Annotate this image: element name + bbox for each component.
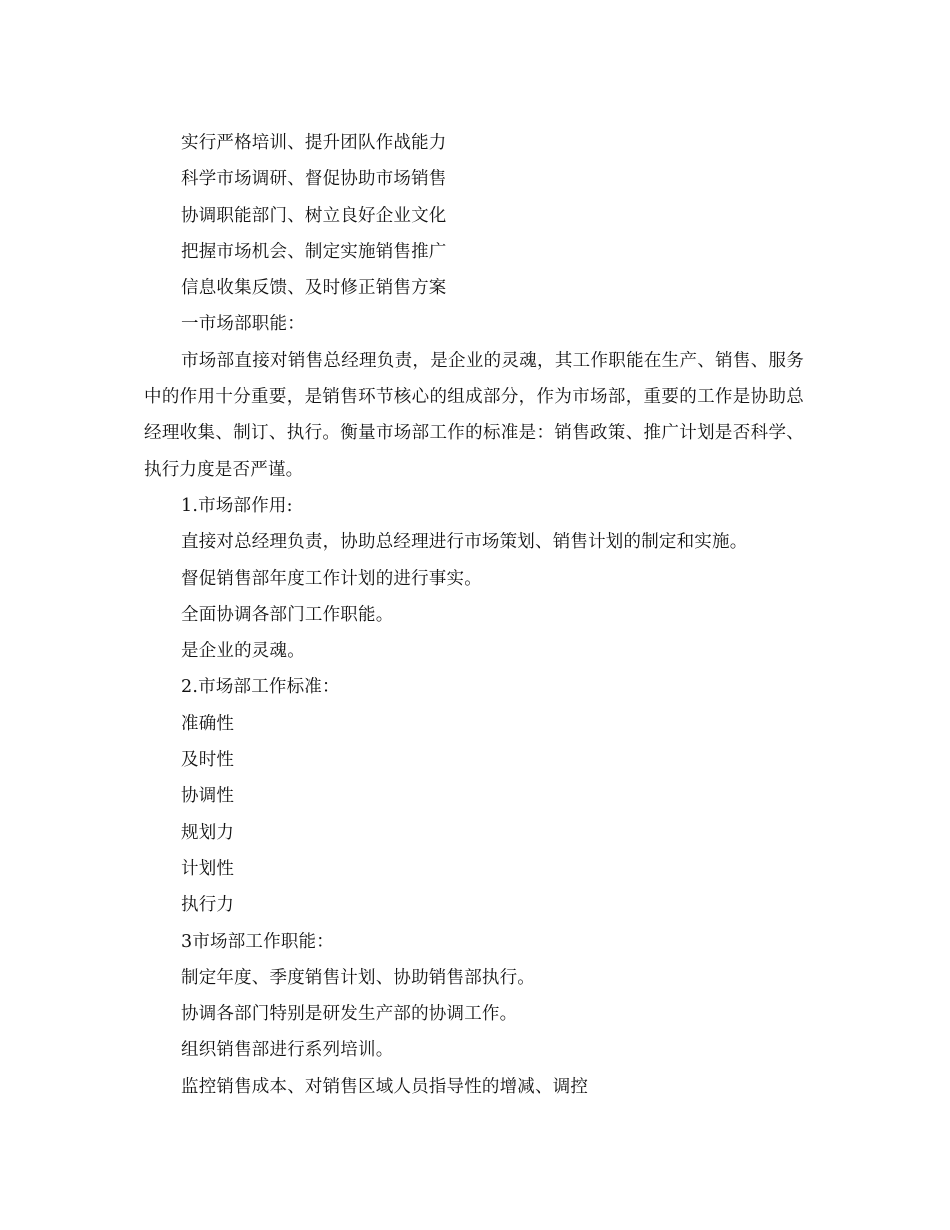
intro-paragraph: 市场部直接对销售总经理负责，是企业的灵魂，其工作职能在生产、销售、服务中的作用十分重要，是销售环节核心的组成部分，作为市场部，重要的工作是协助总经理收集、制订、执行。衡量市场部工作的标准是：销售政策、推广计划是否科学、执行力度是否严谨。 <box>144 350 804 480</box>
text-line: 科学市场调研、督促协助市场销售 <box>181 169 447 190</box>
list-item: 组织销售部进行系列培训。 <box>181 1040 394 1061</box>
list-item: 监控销售成本、对销售区域人员指导性的增减、调控 <box>181 1076 589 1097</box>
text-line: 协调职能部门、树立良好企业文化 <box>181 205 447 226</box>
text-line: 把握市场机会、制定实施销售推广 <box>181 241 447 262</box>
list-item: 规划力 <box>181 822 235 843</box>
list-item: 协调各部门特别是研发生产部的协调工作。 <box>181 1004 518 1025</box>
role-heading: 1.市场部作用: <box>181 495 293 516</box>
standard-heading: 2.市场部工作标准： <box>181 677 340 698</box>
section-heading: 一市场部职能： <box>181 314 305 335</box>
list-item: 直接对总经理负责，协助总经理进行市场策划、销售计划的制定和实施。 <box>181 532 748 553</box>
text-line: 信息收集反馈、及时修正销售方案 <box>181 278 447 299</box>
list-item: 制定年度、季度销售计划、协助销售部执行。 <box>181 967 535 988</box>
text-line: 实行严格培训、提升团队作战能力 <box>181 133 447 153</box>
list-item: 及时性 <box>181 750 235 771</box>
list-item: 准确性 <box>181 713 235 734</box>
list-item: 计划性 <box>181 858 235 879</box>
list-item: 督促销售部年度工作计划的进行事实。 <box>181 568 482 589</box>
list-item: 全面协调各部门工作职能。 <box>181 604 394 625</box>
list-item: 执行力 <box>181 895 235 916</box>
function-heading: 3市场部工作职能： <box>181 931 334 952</box>
document-body <box>144 125 804 1105</box>
list-item: 是企业的灵魂。 <box>181 641 305 662</box>
list-item: 协调性 <box>181 786 235 807</box>
